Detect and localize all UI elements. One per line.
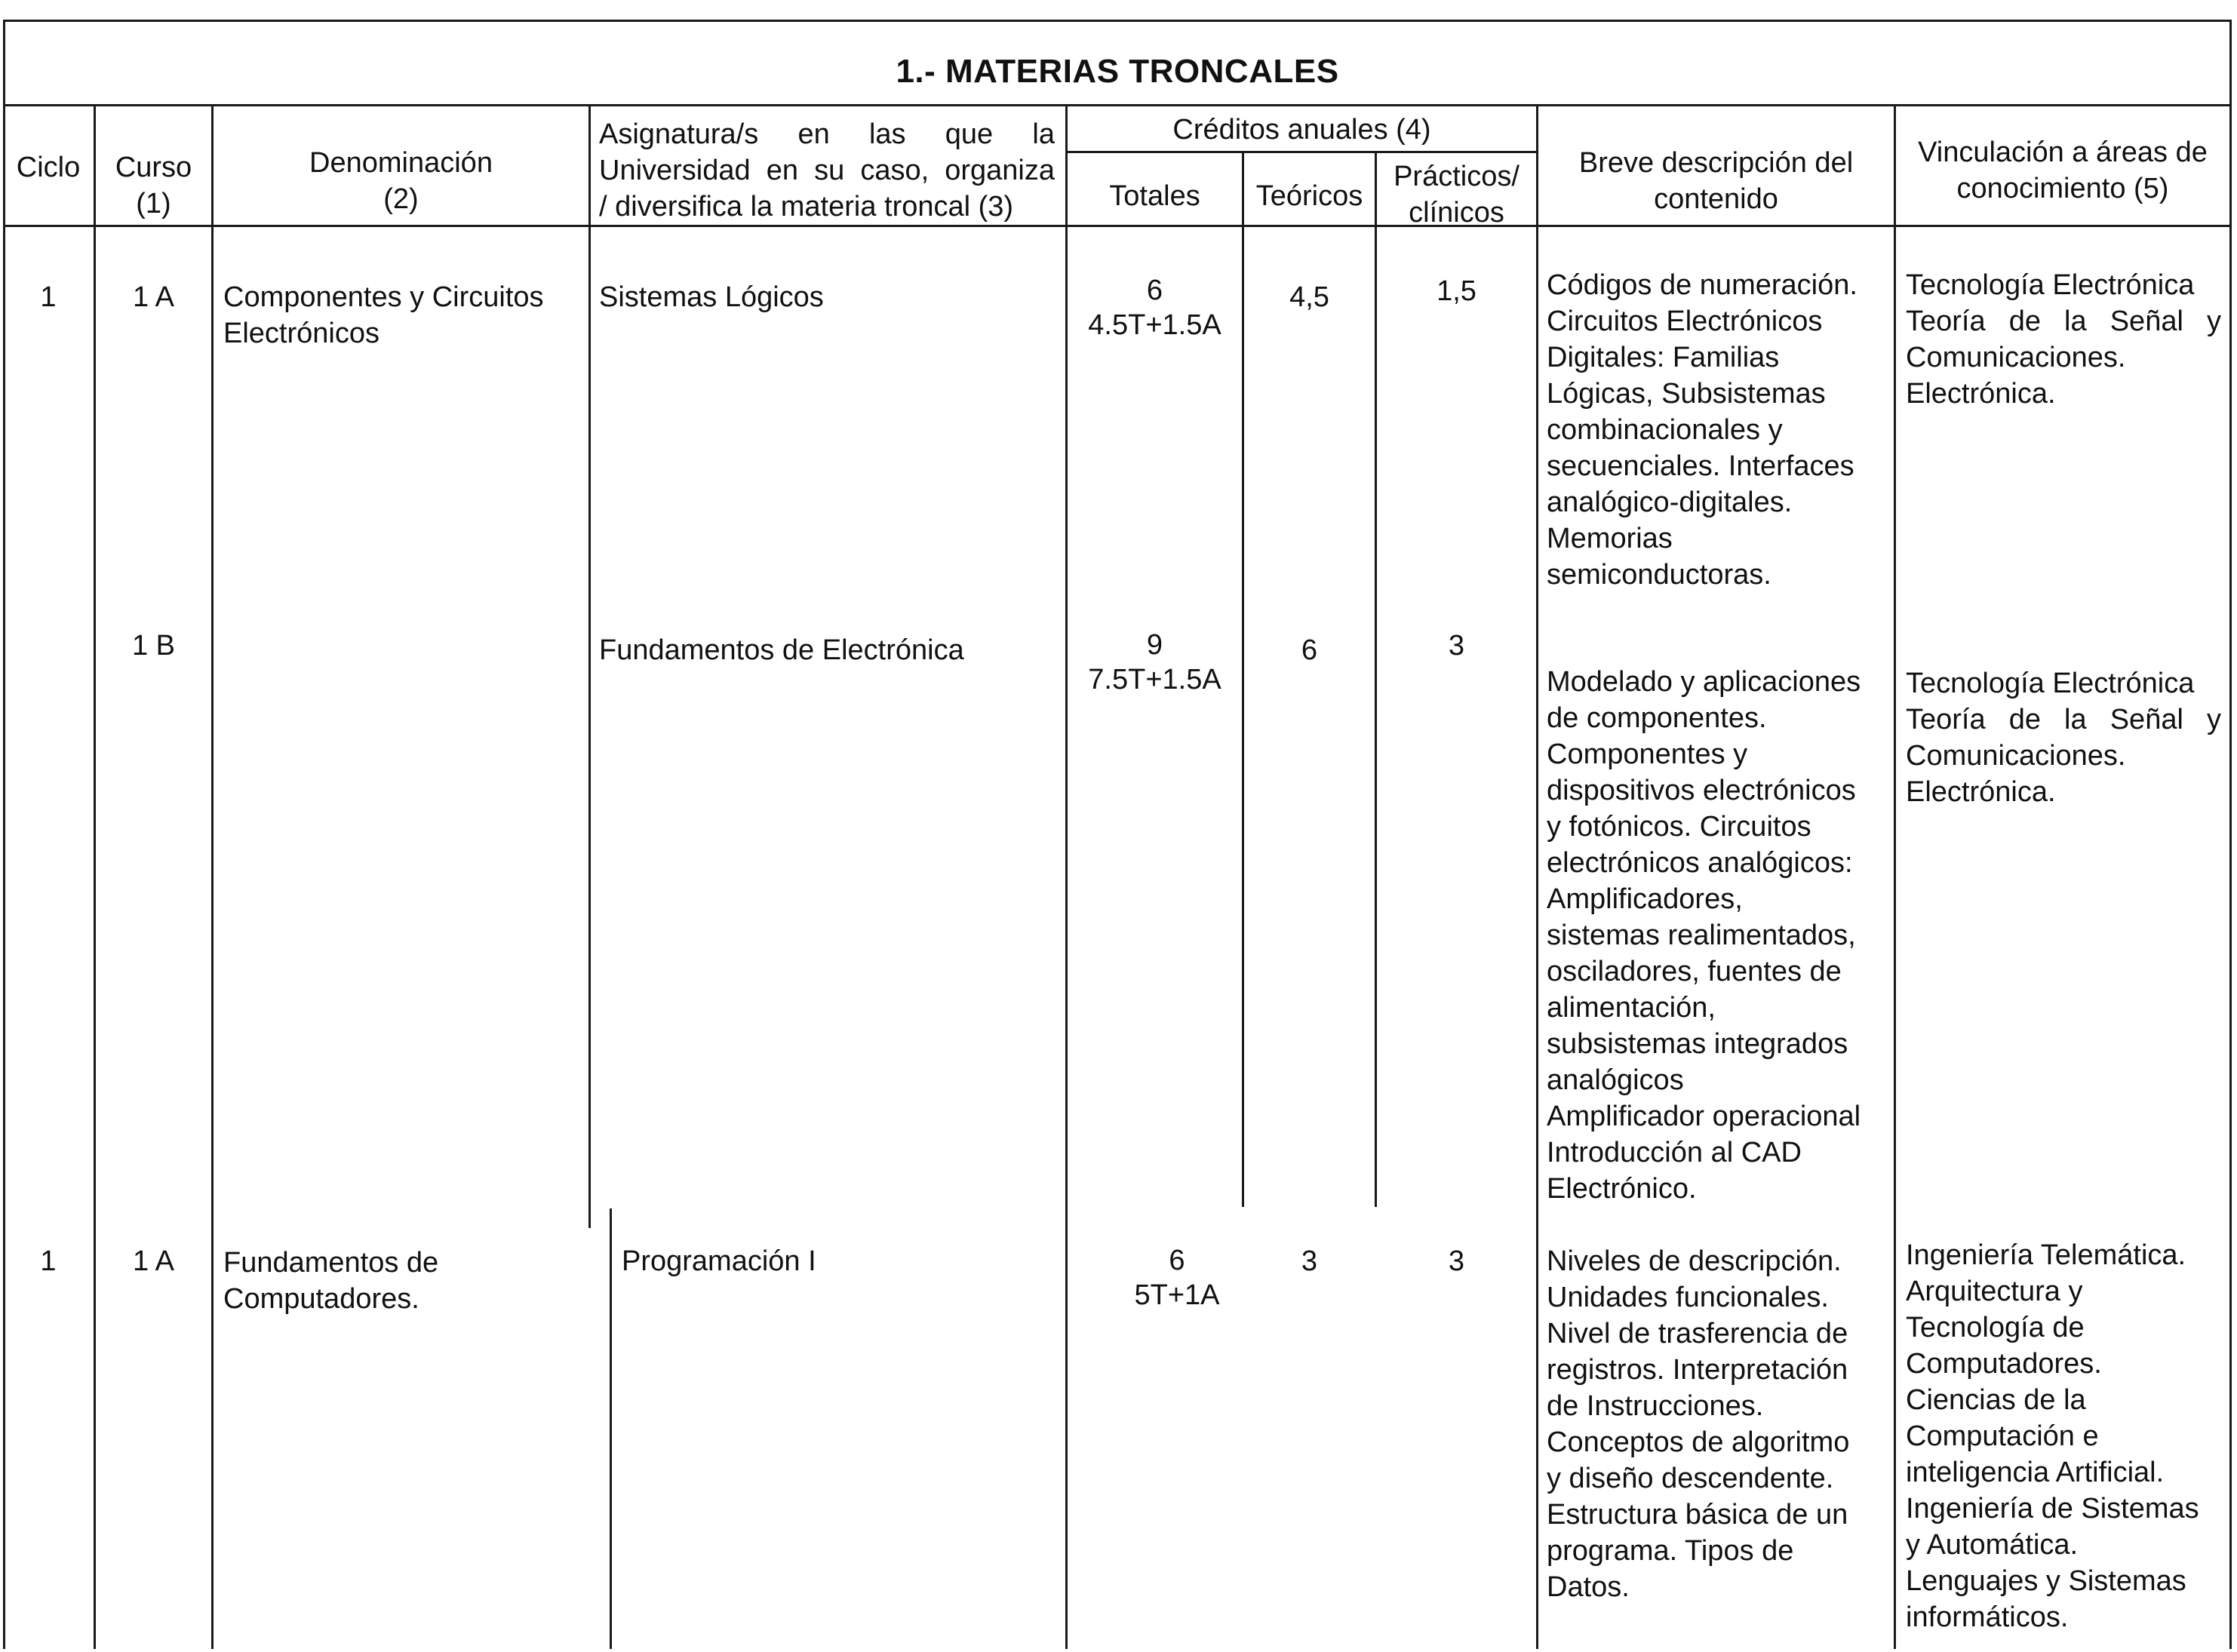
row3-totales	[1097, 1243, 1257, 1313]
row3-desc-line: y diseño descendente.	[1547, 1463, 1834, 1494]
row2-desc-line: Introducción al CAD	[1547, 1137, 1802, 1168]
col-divider-denominacion-lower	[610, 1208, 612, 1649]
header-asignatura-line3: / diversifica la materia troncal (3)	[599, 191, 1014, 223]
header-practicos-line2: clínicos	[1409, 197, 1504, 229]
col-divider-ciclo	[94, 104, 96, 1649]
row1-descripcion	[1547, 267, 1858, 593]
header-practicos-line1: Prácticos/	[1394, 161, 1520, 192]
header-asignatura	[599, 116, 1055, 225]
row2-desc-line: y fotónicos. Circuitos	[1547, 811, 1811, 843]
row3-vinc-line: informáticos.	[1906, 1601, 2069, 1633]
header-denominacion-line1: Denominación	[309, 147, 493, 179]
row3-vinc-line: Computación e	[1906, 1420, 2099, 1452]
row2-vinculacion	[1906, 665, 2221, 810]
row1-totales-breakdown: 4.5T+1.5A	[1088, 309, 1221, 341]
row2-desc-line: Amplificadores,	[1547, 883, 1743, 915]
row1-totales	[1068, 273, 1242, 342]
row2-desc-line: Componentes y	[1547, 738, 1748, 770]
row1-desc-line: Circuitos Electrónicos	[1547, 306, 1823, 337]
row1-vinc-line: Electrónica.	[1906, 378, 2056, 410]
row3-denominacion	[223, 1245, 438, 1317]
header-denominacion-line2: (2)	[383, 183, 419, 215]
row2-vinc-line: Comunicaciones.	[1906, 740, 2126, 772]
row1-desc-line: analógico-digitales.	[1547, 487, 1793, 518]
col-divider-practicos	[1536, 104, 1538, 1649]
row1-desc-line: Digitales: Familias	[1547, 342, 1780, 373]
row2-totales-value: 9	[1146, 629, 1163, 661]
row3-practicos: 3	[1448, 1245, 1465, 1277]
row2-vinc-line: Electrónica.	[1906, 776, 2056, 808]
col-divider-descripcion	[1894, 104, 1896, 1649]
row3-totales-breakdown: 5T+1A	[1134, 1279, 1220, 1311]
header-descripcion	[1538, 145, 1894, 217]
row2-desc-line: sistemas realimentados,	[1547, 920, 1856, 951]
row2-desc-line: de componentes.	[1547, 702, 1767, 734]
header-practicos	[1377, 158, 1536, 231]
row3-desc-line: Datos.	[1547, 1571, 1630, 1603]
row2-desc-line: dispositivos electrónicos	[1547, 775, 1856, 806]
header-asignatura-line1: Asignatura/s en las que la	[599, 118, 1055, 150]
row3-curso: 1 A	[133, 1245, 174, 1277]
title-bottom-border	[3, 104, 2232, 106]
row1-vinculacion	[1906, 267, 2221, 412]
col-divider-curso	[211, 104, 214, 1649]
row3-desc-line: Unidades funcionales.	[1547, 1282, 1829, 1313]
row2-practicos: 3	[1448, 630, 1465, 662]
row2-totales	[1068, 628, 1242, 697]
row3-denominacion-line2: Computadores.	[223, 1283, 419, 1315]
col-divider-denominacion-upper	[588, 104, 591, 1228]
row3-vinc-line: inteligencia Artificial.	[1906, 1457, 2165, 1488]
row1-curso: 1 A	[133, 281, 174, 313]
row1-asignatura: Sistemas Lógicos	[599, 281, 824, 313]
row2-asignatura: Fundamentos de Electrónica	[599, 634, 964, 666]
header-ciclo: Ciclo	[16, 152, 81, 183]
row3-desc-line: Estructura básica de un	[1547, 1499, 1848, 1531]
table-top-border	[3, 20, 2232, 22]
row1-teoricos: 4,5	[1289, 281, 1329, 313]
row1-desc-line: semiconductoras.	[1547, 559, 1771, 591]
row3-vinc-line: Lenguajes y Sistemas	[1906, 1565, 2186, 1597]
row3-vinc-line: Ingeniería de Sistemas	[1906, 1493, 2199, 1525]
header-vinculacion-line1: Vinculación a áreas de	[1918, 137, 2208, 168]
col-divider-teoricos	[1375, 151, 1377, 1207]
row2-desc-line: electrónicos analógicos:	[1547, 847, 1853, 879]
table-title: 1.- MATERIAS TRONCALES	[896, 53, 1339, 90]
header-bottom-border	[3, 225, 2232, 227]
row3-desc-line: programa. Tipos de	[1547, 1535, 1794, 1567]
row2-desc-line: analógicos	[1547, 1064, 1684, 1096]
header-curso-line1: Curso	[115, 152, 192, 183]
row2-vinc-line: Teoría de la Señal y	[1906, 704, 2221, 735]
header-asignatura-line2: Universidad en su caso, organiza	[599, 155, 1055, 186]
header-descripcion-line1: Breve descripción del	[1578, 147, 1854, 179]
header-creditos: Créditos anuales (4)	[1172, 114, 1431, 146]
row2-desc-line: Amplificador operacional	[1547, 1101, 1861, 1132]
row2-desc-line: osciladores, fuentes de	[1547, 956, 1842, 987]
materias-troncales-table	[3, 20, 2232, 1649]
header-teoricos: Teóricos	[1255, 180, 1363, 212]
header-curso-line2: (1)	[136, 188, 171, 220]
row2-desc-line: subsistemas integrados	[1547, 1028, 1848, 1060]
row2-desc-line: Electrónico.	[1547, 1173, 1697, 1205]
row1-vinc-line: Tecnología Electrónica	[1906, 269, 2195, 301]
row3-vinc-line: Tecnología de	[1906, 1312, 2085, 1343]
row2-desc-line: Modelado y aplicaciones	[1547, 666, 1861, 698]
row2-totales-breakdown: 7.5T+1.5A	[1088, 664, 1221, 695]
row3-descripcion	[1547, 1243, 1849, 1605]
row1-vinc-line: Comunicaciones.	[1906, 342, 2126, 373]
row3-asignatura: Programación I	[622, 1245, 816, 1277]
row2-desc-line: alimentación,	[1547, 992, 1716, 1024]
row3-vinc-line: y Automática.	[1906, 1529, 2079, 1561]
header-totales: Totales	[1109, 180, 1200, 212]
row3-desc-line: Nivel de trasferencia de	[1547, 1318, 1848, 1350]
row2-vinc-line: Tecnología Electrónica	[1906, 668, 2195, 699]
row1-totales-value: 6	[1146, 275, 1163, 306]
header-curso	[96, 149, 211, 222]
row1-practicos: 1,5	[1437, 275, 1476, 307]
row1-denominacion	[223, 279, 544, 352]
row2-descripcion	[1547, 664, 1861, 1207]
row3-desc-line: Niveles de descripción.	[1547, 1245, 1842, 1277]
row2-curso: 1 B	[131, 630, 176, 662]
row3-vinc-line: Ingeniería Telemática.	[1906, 1239, 2186, 1271]
row3-desc-line: de Instrucciones.	[1547, 1390, 1764, 1422]
row1-denominacion-line2: Electrónicos	[223, 318, 379, 349]
row1-desc-line: secuenciales. Interfaces	[1547, 450, 1854, 482]
row3-desc-line: registros. Interpretación	[1547, 1354, 1848, 1386]
credits-subheader-border	[1065, 151, 1536, 153]
header-vinculacion-line2: conocimiento (5)	[1956, 173, 2169, 204]
row2-teoricos: 6	[1301, 634, 1318, 666]
row1-denominacion-line1: Componentes y Circuitos	[223, 281, 544, 313]
row3-teoricos: 3	[1301, 1245, 1318, 1277]
row1-desc-line: combinacionales y	[1547, 414, 1783, 446]
row3-ciclo: 1	[40, 1245, 57, 1277]
row3-vinc-line: Arquitectura y	[1906, 1276, 2083, 1307]
row3-vinc-line: Computadores.	[1906, 1348, 2102, 1380]
row3-totales-value: 6	[1169, 1245, 1185, 1276]
row3-desc-line: Conceptos de algoritmo	[1547, 1426, 1850, 1458]
table-right-border	[2229, 20, 2232, 1649]
row3-vinc-line: Ciencias de la	[1906, 1384, 2086, 1416]
table-left-border	[3, 20, 5, 1649]
row1-desc-line: Memorias	[1547, 523, 1673, 554]
header-vinculacion	[1896, 134, 2229, 207]
row1-desc-line: Lógicas, Subsistemas	[1547, 378, 1826, 410]
header-denominacion	[214, 145, 588, 217]
row3-denominacion-line1: Fundamentos de	[223, 1247, 439, 1279]
row3-vinculacion	[1906, 1237, 2199, 1635]
row1-vinc-line: Teoría de la Señal y	[1906, 306, 2221, 337]
header-descripcion-line2: contenido	[1654, 183, 1778, 215]
row1-desc-line: Códigos de numeración.	[1547, 269, 1858, 301]
row1-ciclo: 1	[40, 281, 57, 313]
